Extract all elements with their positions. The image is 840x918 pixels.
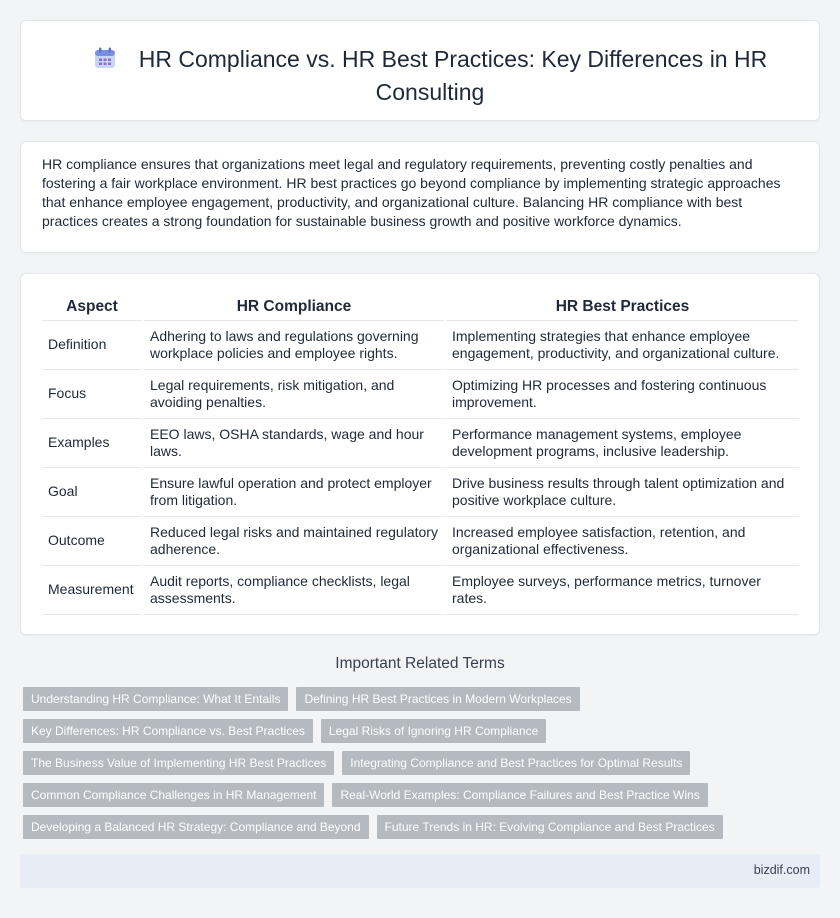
table-row [42, 467, 799, 516]
intro-card [20, 141, 820, 253]
header-hr-compliance: HR Compliance [143, 294, 445, 320]
related-term-tag[interactable]: Real-World Examples: Compliance Failures and Best Practice Wins [332, 783, 707, 807]
cell-best-practices: Optimizing HR processes and fostering continuous improvement. [445, 369, 799, 418]
table-row [42, 369, 799, 418]
table-row [42, 418, 799, 467]
comparison-table-card [20, 273, 820, 635]
cell-aspect: Measurement [42, 565, 143, 614]
cell-aspect: Focus [42, 369, 143, 418]
header-hr-best-practices: HR Best Practices [445, 294, 799, 320]
related-term-tag[interactable]: Legal Risks of Ignoring HR Compliance [321, 719, 546, 743]
cell-best-practices: Drive business results through talent optimization and positive workplace culture. [445, 467, 799, 516]
related-term-tag[interactable]: Developing a Balanced HR Strategy: Compliance and Beyond [23, 815, 369, 839]
related-terms-list [23, 687, 813, 847]
related-term-tag[interactable]: Defining HR Best Practices in Modern Workplaces [296, 687, 579, 711]
cell-compliance: Audit reports, compliance checklists, legal assessments. [143, 565, 445, 614]
footer-brand-link[interactable]: bizdif.com [753, 863, 810, 877]
intro-text: HR compliance ensures that organizations meet legal and regulatory requirements, preventing costly penalties and fostering a fair workplace environment. HR best practices go beyond compliance by implementing strategic approaches that enhance employee engagement, productivity, and organizational culture. Balancing HR compliance with best practices creates a strong foundation for sustainable business growth and positive workforce dynamics. [42, 156, 781, 229]
cell-compliance: Ensure lawful operation and protect employer from litigation. [143, 467, 445, 516]
related-term-tag[interactable]: Common Compliance Challenges in HR Management [23, 783, 324, 807]
related-term-tag[interactable]: Integrating Compliance and Best Practices for Optimal Results [342, 751, 690, 775]
page-title: HR Compliance vs. HR Best Practices: Key Differences in HR Consulting [138, 46, 768, 105]
table-row [42, 516, 799, 565]
related-terms-title: Important Related Terms [335, 655, 505, 672]
cell-best-practices: Implementing strategies that enhance employee engagement, productivity, and organizational culture. [445, 320, 799, 369]
footer [20, 854, 820, 888]
comparison-table [42, 294, 799, 615]
table-row [42, 565, 799, 614]
cell-aspect: Outcome [42, 516, 143, 565]
page-title-wrap [81, 44, 779, 107]
cell-aspect: Examples [42, 418, 143, 467]
header-aspect: Aspect [42, 294, 143, 320]
related-term-tag[interactable]: Future Trends in HR: Evolving Compliance and Best Practices [377, 815, 723, 839]
table-header-row [42, 294, 799, 320]
cell-compliance: Legal requirements, risk mitigation, and avoiding penalties. [143, 369, 445, 418]
related-term-tag[interactable]: Understanding HR Compliance: What It Entails [23, 687, 288, 711]
cell-best-practices: Performance management systems, employee development programs, inclusive leadership. [445, 418, 799, 467]
cell-best-practices: Employee surveys, performance metrics, turnover rates. [445, 565, 799, 614]
cell-aspect: Goal [42, 467, 143, 516]
related-term-tag[interactable]: Key Differences: HR Compliance vs. Best Practices [23, 719, 313, 743]
cell-compliance: EEO laws, OSHA standards, wage and hour laws. [143, 418, 445, 467]
calendar-icon [93, 46, 117, 77]
cell-best-practices: Increased employee satisfaction, retention, and organizational effectiveness. [445, 516, 799, 565]
related-term-tag[interactable]: The Business Value of Implementing HR Best Practices [23, 751, 334, 775]
table-row [42, 320, 799, 369]
cell-compliance: Reduced legal risks and maintained regulatory adherence. [143, 516, 445, 565]
header-card [20, 20, 820, 121]
cell-aspect: Definition [42, 320, 143, 369]
cell-compliance: Adhering to laws and regulations governing workplace policies and employee rights. [143, 320, 445, 369]
